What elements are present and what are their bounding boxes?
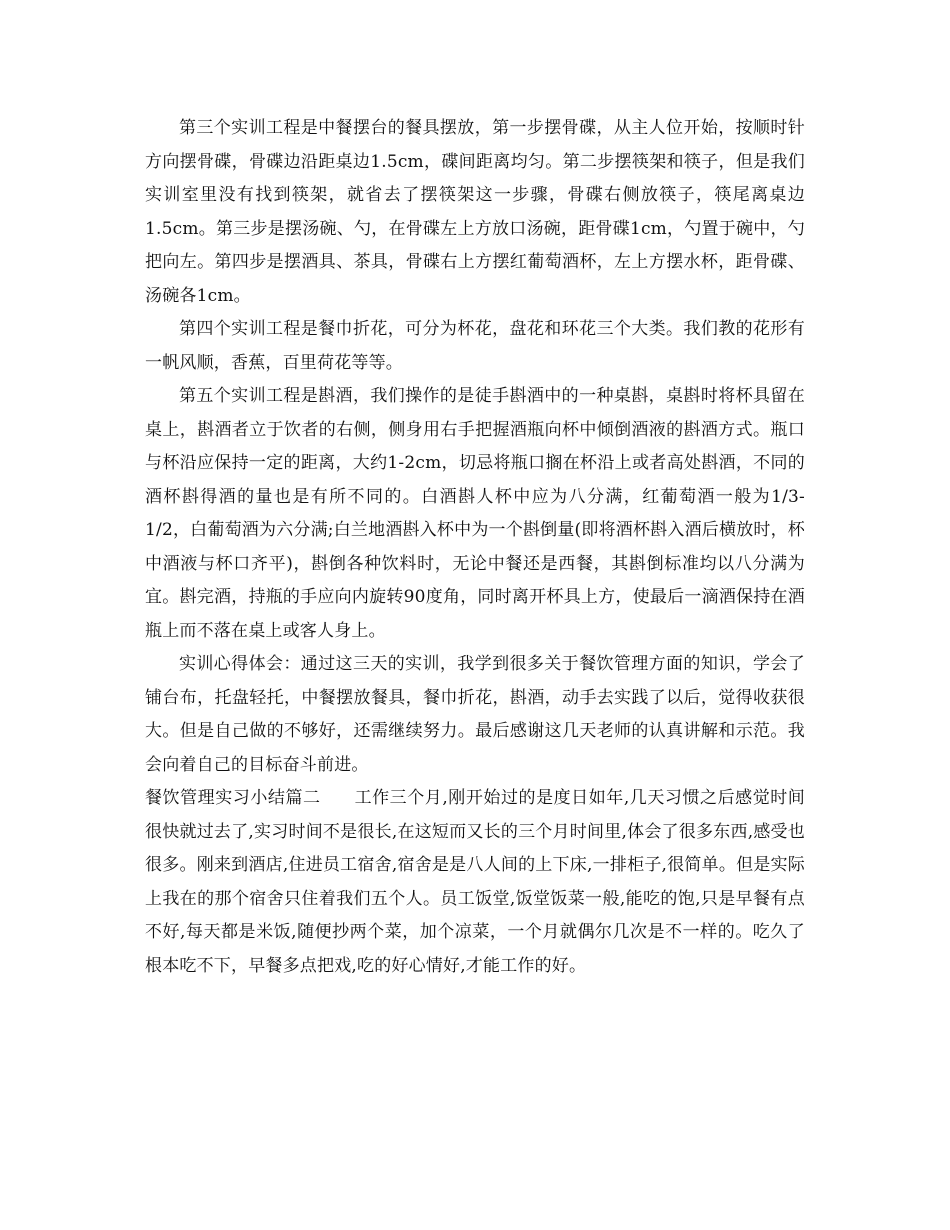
paragraph-tableware-setup: 第三个实训工程是中餐摆台的餐具摆放，第一步摆骨碟，从主人位开始，按顺时针方向摆骨碟，骨碟边沿距桌边1.5cm，碟间距离均匀。第二步摆筷架和筷子，但是我们实训室里没有找到筷架，就省去了摆筷架这一步骤，骨碟右侧放筷子，筷尾离桌边1.5cm。第三步是摆汤碗、勺，在骨碟左上方放口汤碗，距骨碟1cm，勺置于碗中，勺把向左。第四步是摆酒具、茶具，骨碟右上方摆红葡萄酒杯，左上方摆水杯，距骨碟、汤碗各1cm。 (145, 118, 805, 306)
section-body: 工作三个月,刚开始过的是度日如年,几天习惯之后感觉时间很快就过去了,实习时间不是很长,在这短而又长的三个月时间里,体会了很多东西,感受也很多。刚来到酒店,住进员工宿舍,宿舍是是八人间的上下床,一排柜子,很简单。但是实际上我在的那个宿舍只住着我们五个人。员工饭堂,饭堂饭菜一般,能吃的饱,只是早餐有点不好,每天都是米饭,随便抄两个菜，加个凉菜，一个月就偶尔几次是不一样的。吃久了根本吃不下，早餐多点把戏,吃的好心情好,才能工作的好。 (145, 788, 805, 976)
paragraph-napkin-folding: 第四个实训工程是餐巾折花，可分为杯花，盘花和环花三个大类。我们教的花形有一帆风顺，香蕉，百里荷花等等。 (145, 319, 805, 373)
paragraph-internship-summary (145, 782, 805, 983)
document-page (145, 112, 805, 983)
section-title: 餐饮管理实习小结篇二 (145, 788, 321, 808)
paragraph-training-reflection: 实训心得体会：通过这三天的实训，我学到很多关于餐饮管理方面的知识，学会了铺台布，托盘轻托，中餐摆放餐具，餐巾折花，斟酒，动手去实践了以后，觉得收获很大。但是自己做的不够好，还需继续努力。最后感谢这几天老师的认真讲解和示范。我会向着自己的目标奋斗前进。 (145, 654, 805, 775)
paragraph-wine-pouring: 第五个实训工程是斟酒，我们操作的是徒手斟酒中的一种桌斟，桌斟时将杯具留在桌上，斟酒者立于饮者的右侧，侧身用右手把握酒瓶向杯中倾倒酒液的斟酒方式。瓶口与杯沿应保持一定的距离，大约1-2cm，切忌将瓶口搁在杯沿上或者高处斟酒，不同的酒杯斟得酒的量也是有所不同的。白酒斟人杯中应为八分满，红葡萄酒一般为1/3-1/2，白葡萄酒为六分满;白兰地酒斟入杯中为一个斟倒量(即将酒杯斟入酒后横放时，杯中酒液与杯口齐平)，斟倒各种饮料时，无论中餐还是西餐，其斟倒标准均以八分满为宜。斟完酒，持瓶的手应向内旋转90度角，同时离开杯具上方，使最后一滴酒保持在酒瓶上而不落在桌上或客人身上。 (145, 386, 805, 641)
